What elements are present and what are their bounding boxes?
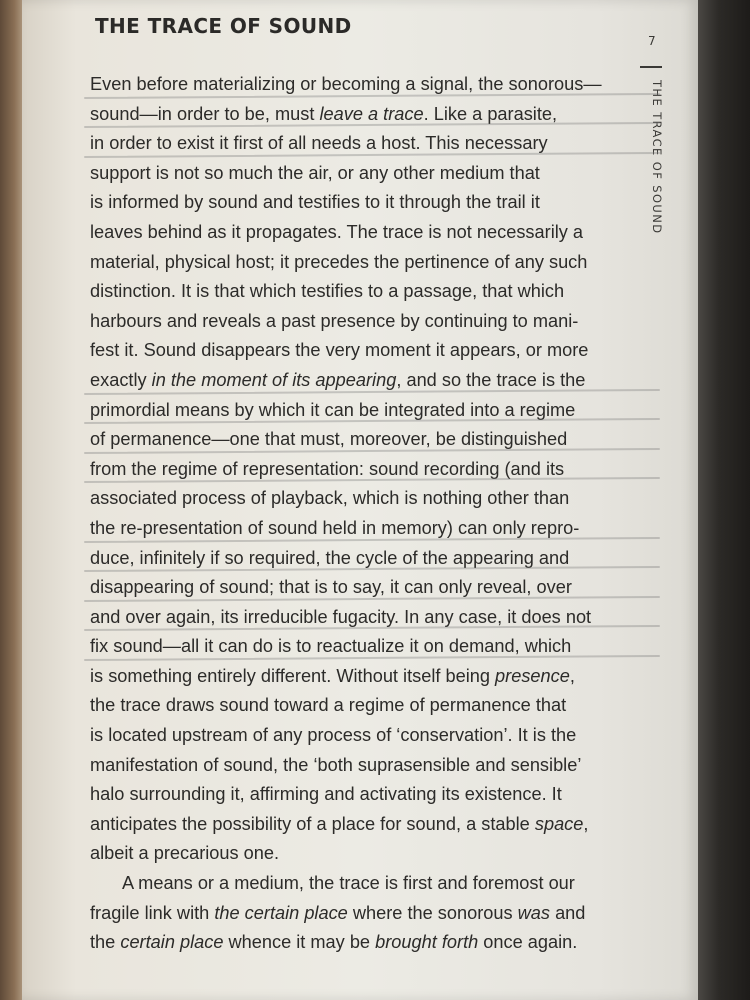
text-line: the re-presentation of sound held in memory) can only repro- [90,514,650,544]
text-line: halo surrounding it, affirming and activating its existence. It [90,784,562,805]
italic-phrase: was [517,902,551,923]
text-line: support is not so much the air, or any other medium that [90,162,540,183]
page-title: THE TRACE OF SOUND [95,14,352,38]
italic-phrase: certain place [120,932,224,953]
text-line: fest it. Sound disappears the very moment it appears, or more [90,340,589,361]
text-line: is something entirely different. Without itself being presence, [90,665,575,686]
text-line: disappearing of sound; that is to say, it can only reveal, over [90,573,650,603]
text-line: albeit a precarious one. [90,843,280,864]
italic-phrase: in the moment of its appearing [151,369,397,390]
text-line: the certain place whence it may be brought forth once again. [90,932,578,953]
text-line: associated process of playback, which is nothing other than [90,488,570,509]
text-line: is located upstream of any process of ‘conservation’. It is the [90,725,577,746]
text-line: leaves behind as it propagates. The trace is not necessarily a [90,221,584,242]
text-line: Even before materializing or becoming a signal, the sonorous— [90,70,650,100]
body-text [90,70,650,958]
text-line: from the regime of representation: sound recording (and its [90,455,650,485]
italic-phrase: brought forth [375,932,479,953]
text-line: distinction. It is that which testifies to a passage, that which [90,281,565,302]
text-line: fragile link with the certain place where the sonorous was and [90,902,586,923]
text-line: material, physical host; it precedes the pertinence of any such [90,251,588,272]
italic-phrase: the certain place [214,902,348,923]
side-running-title: THE TRACE OF SOUND [650,80,664,235]
text-line: A means or a medium, the trace is first and foremost our [122,873,575,894]
text-line: fix sound—all it can do is to reactualize it on demand, which [90,632,650,662]
text-line: is informed by sound and testifies to it through the trail it [90,192,540,213]
page-number: 7 [648,34,656,48]
text-line: anticipates the possibility of a place for sound, a stable space, [90,813,589,834]
italic-phrase: presence [495,665,570,686]
background-edge [698,0,750,1000]
text-line: harbours and reveals a past presence by continuing to mani- [90,310,579,331]
italic-phrase: space [534,813,584,834]
text-line: duce, infinitely if so required, the cycle of the appearing and [90,544,650,574]
text-line: the trace draws sound toward a regime of permanence that [90,695,567,716]
text-line: sound—in order to be, must leave a trace. Like a parasite, [90,100,650,130]
text-line: manifestation of sound, the ‘both suprasensible and sensible’ [90,754,582,775]
side-rule [640,66,662,68]
text-line: of permanence—one that must, moreover, be distinguished [90,425,650,455]
italic-phrase: leave a trace [319,103,424,124]
text-line: primordial means by which it can be integrated into a regime [90,396,650,426]
text-line: in order to exist it first of all needs a host. This necessary [90,129,650,159]
text-line: exactly in the moment of its appearing, and so the trace is the [90,366,650,396]
text-line: and over again, its irreducible fugacity. In any case, it does not [90,603,650,633]
